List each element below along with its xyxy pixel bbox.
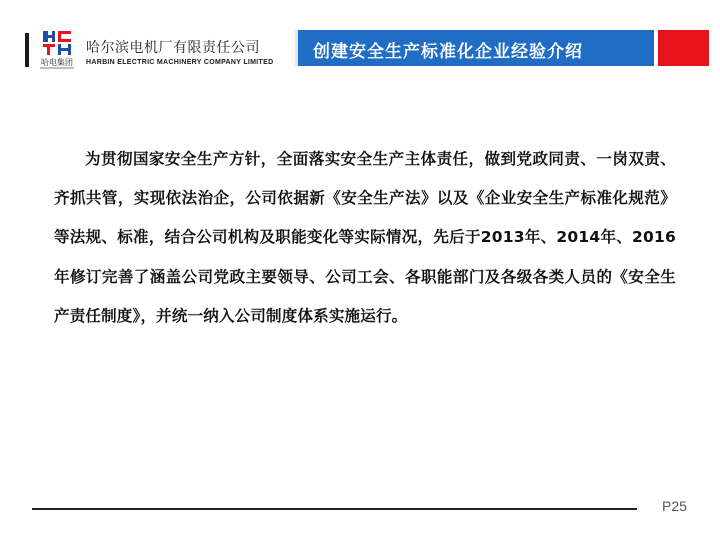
slide-body xyxy=(54,140,676,336)
company-logo xyxy=(40,30,74,70)
footer-divider xyxy=(32,508,637,510)
body-paragraph: 为贯彻国家安全生产方针，全面落实安全生产主体责任，做到党政同责、一岗双责、齐抓共管，实现依法治企，公司依据新《安全生产法》以及《企业安全生产标准化规范》等法规、标准，结合公司机构及职能变化等实际情况，先后于2013年、2014年、2016年修订完善了涵盖公司党政主要领导、公司工会、各职能部门及各级各类人员的《安全生产责任制度》，并统一纳入公司制度体系实施运行。 xyxy=(54,150,676,325)
title-red-block xyxy=(658,30,709,66)
logo-underline xyxy=(40,67,74,69)
slide-header xyxy=(0,0,720,78)
harbin-electric-logo-icon xyxy=(42,30,72,56)
company-name-english: HARBIN ELECTRIC MACHINERY COMPANY LIMITED xyxy=(86,59,274,66)
header-accent-bar xyxy=(25,33,29,67)
page-number: P25 xyxy=(662,498,687,514)
slide-title: 创建安全生产标准化企业经验介绍 xyxy=(313,42,583,62)
logo-caption: 哈电集团 xyxy=(41,58,73,67)
company-name-chinese: 哈尔滨电机厂有限责任公司 xyxy=(86,40,260,56)
slide-title-bar xyxy=(295,30,654,66)
